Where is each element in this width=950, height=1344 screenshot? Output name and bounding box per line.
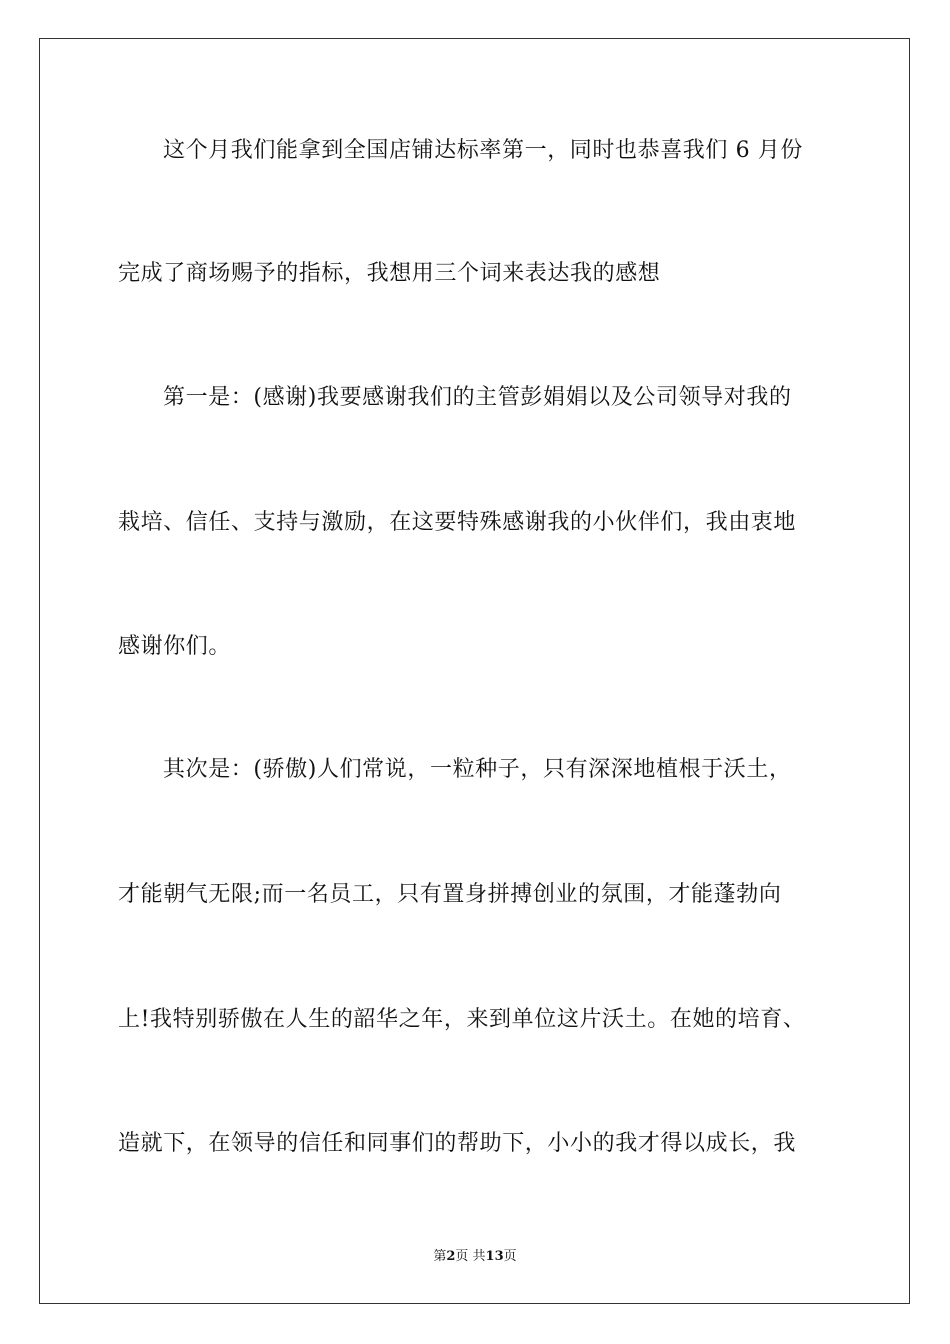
- paragraph-1-line-1: 这个月我们能拿到全国店铺达标率第一，同时也恭喜我们 6 月份: [163, 138, 803, 163]
- page-number-footer: [0, 1248, 950, 1266]
- page-border: [39, 38, 910, 1304]
- footer-suffix: 页: [503, 1249, 517, 1264]
- footer-current-page: 2: [446, 1249, 456, 1264]
- footer-prefix: 第: [433, 1249, 447, 1264]
- paragraph-2-line-1: 第一是：(感谢)我要感谢我们的主管彭娟娟以及公司领导对我的: [163, 385, 792, 410]
- footer-total-pages: 13: [485, 1249, 504, 1264]
- paragraph-3-line-2: 才能朝气无限;而一名员工，只有置身拼搏创业的氛围，才能蓬勃向: [118, 882, 782, 907]
- paragraph-1-line-2: 完成了商场赐予的指标，我想用三个词来表达我的感想: [118, 261, 661, 286]
- paragraph-3-line-3: 上!我特别骄傲在人生的韶华之年，来到单位这片沃土。在她的培育、: [118, 1007, 806, 1032]
- paragraph-3-line-1: 其次是：(骄傲)人们常说，一粒种子，只有深深地植根于沃土，: [163, 757, 792, 782]
- paragraph-2-line-3: 感谢你们。: [118, 634, 232, 659]
- footer-mid: 页 共: [455, 1249, 486, 1264]
- paragraph-3-line-4: 造就下，在领导的信任和同事们的帮助下，小小的我才得以成长，我: [118, 1131, 797, 1156]
- paragraph-2-line-2: 栽培、信任、支持与激励，在这要特殊感谢我的小伙伴们，我由衷地: [118, 510, 797, 535]
